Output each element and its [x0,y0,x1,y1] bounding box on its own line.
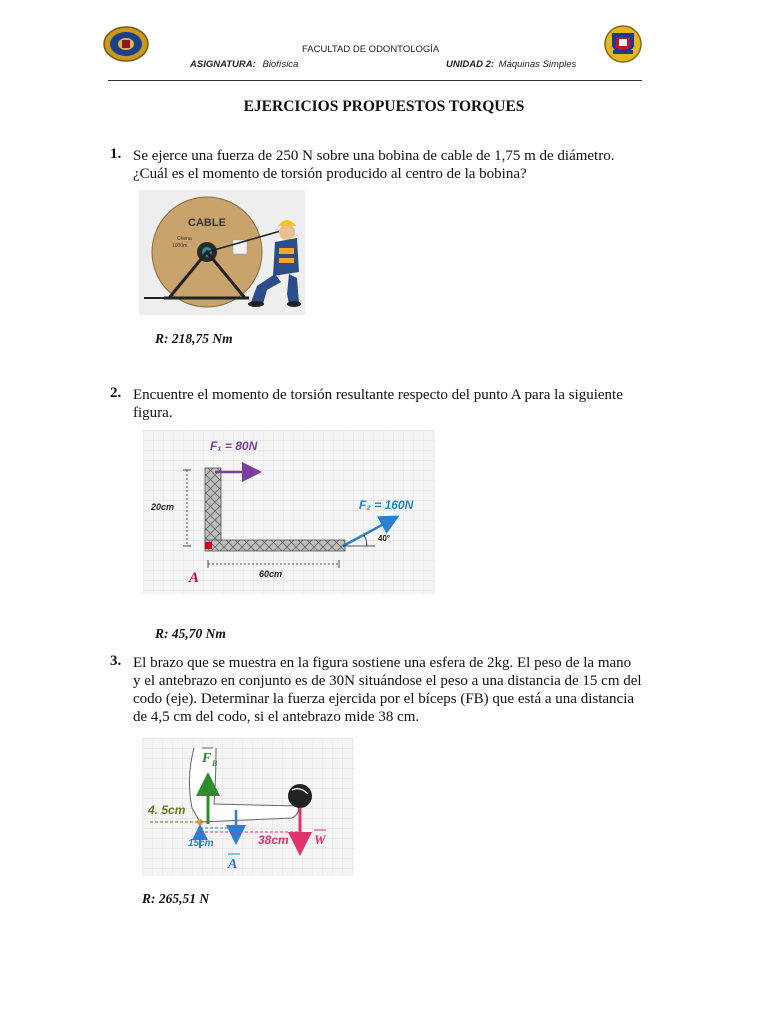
weight-distance-label: 15cm [188,838,214,849]
subject-line [190,59,298,70]
reel-label: CABLE [188,217,226,229]
reel-sub-label: Chena [177,236,192,242]
biceps-force-subscript: B [212,759,218,768]
exercise-number: 1. [110,146,122,162]
text-line: figura. [133,405,173,421]
exercise-text [133,147,653,183]
exercise-text [133,386,653,422]
biceps-force-label: F [202,751,212,766]
answer: R: 265,51 N [142,891,210,906]
cable-reel-figure [139,190,305,315]
faculty-logo-right [603,25,643,63]
weight-label: W [314,832,326,847]
arm-biceps-figure [142,738,354,876]
exercise-text [133,654,663,726]
university-logo-left [103,26,149,62]
page-title: EJERCICIOS PROPUESTOS TORQUES [243,98,525,115]
biceps-distance-label: 4. 5cm [148,803,186,817]
force-f1-label: F₁ = 80N [210,439,258,453]
force-f2-label: F₂ = 160N [359,498,414,512]
unit-value: Máquinas Simples [498,59,577,70]
answer: R: 45,70 Nm [155,626,226,641]
height-label: 20cm [151,502,175,512]
angle-label: 40° [378,534,391,543]
text-line: El brazo que se muestra en la figura sostiene una esfera de 2kg. El peso de la mano [133,655,632,671]
joint-reaction-label: A [228,857,238,872]
subject-value: Biofísica [262,59,299,70]
text-line: ¿Cuál es el momento de torsión producido al centro de la bobina? [133,166,527,182]
exercise-number: 2. [110,385,122,401]
torque-frame-figure [143,430,435,594]
subject-label: ASIGNATURA: [190,59,256,70]
text-line: codo (eje). Determinar la fuerza ejercida por el bíceps (FB) que está a una distancia [133,691,635,707]
header-divider [108,80,642,81]
text-line: de 4,5 cm del codo, si el antebrazo mide 38 cm. [133,709,420,725]
forearm-length-label: 38cm [258,833,289,847]
text-line: Se ejerce una fuerza de 250 N sobre una bobina de cable de 1,75 m de diámetro. [133,148,615,164]
text-line: Encuentre el momento de torsión resultante respecto del punto A para la siguiente [133,387,623,403]
length-label: 60cm [259,569,283,579]
answer: R: 218,75 Nm [155,331,233,346]
reel-length-label: 1000m [172,243,188,249]
unit-label: UNIDAD 2: [446,59,495,70]
exercise-number: 3. [110,653,122,669]
point-a-label: A [189,570,200,586]
faculty-name: FACULTAD DE ODONTOLOGÍA [302,44,440,55]
text-line: y el antebrazo en conjunto es de 30N situándose el peso a una distancia de 15 cm del [133,673,642,689]
unit-line [446,59,576,70]
